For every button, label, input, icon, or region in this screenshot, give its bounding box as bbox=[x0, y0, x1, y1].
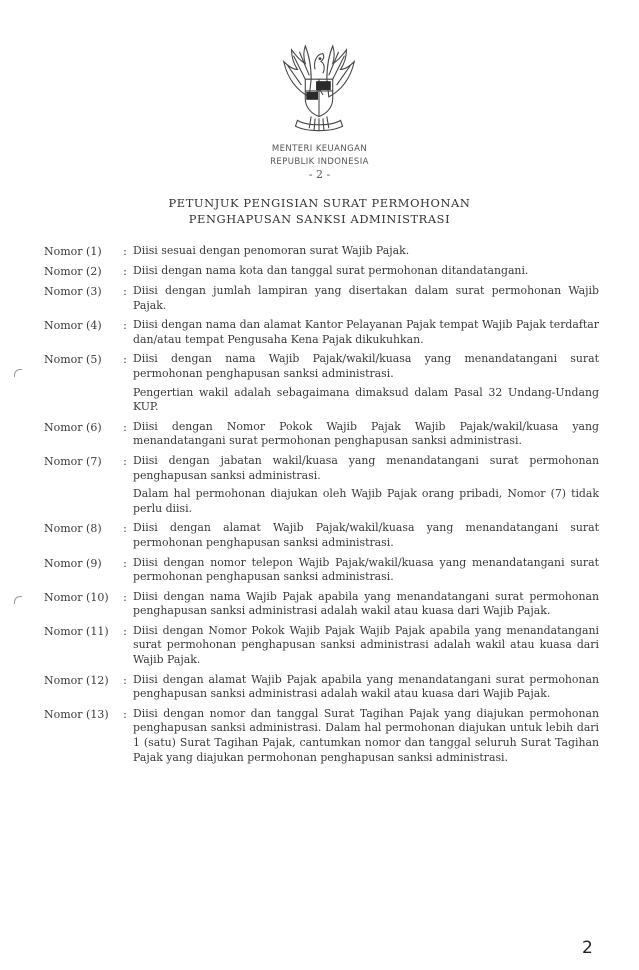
instruction-label: Nomor (9) bbox=[44, 556, 102, 570]
instruction-text: Diisi dengan nama kota dan tanggal surat permohonan ditandatangani. bbox=[133, 264, 529, 277]
instruction-row: Nomor (13) : Diisi dengan nomor dan tanggal Surat Tagihan Pajak yang diajukan permohonan penghapusan sanksi administrasi. Dalam hal permohonan diajukan untuk lebih dari 1 (satu) Surat Tagihan Pajak, cantumkan nomor dan tanggal seluruh Surat Tagihan Pajak yang diajukan permohonan penghapusan sanksi administrasi. bbox=[44, 706, 599, 764]
instruction-label: Nomor (5) bbox=[44, 353, 102, 367]
instruction-text: Diisi dengan alamat Wajib Pajak apabila yang menandatangani surat permohonan penghapusan sanksi administrasi adalah wakil atau kuasa dari Wajib Pajak. bbox=[133, 672, 599, 701]
instruction-text: Diisi dengan nomor dan tanggal Surat Tagihan Pajak yang diajukan permohonan penghapusan sanksi administrasi. Dalam hal permohonan diajukan untuk lebih dari 1 (satu) Surat Tagihan Pajak, cantumkan nomor dan tanggal seluruh Surat Tagihan Pajak yang diajukan permohonan penghapusan sanksi administrasi. bbox=[133, 706, 599, 764]
instruction-label: Nomor (4) bbox=[44, 319, 102, 333]
garuda-emblem-icon bbox=[270, 40, 368, 138]
instruction-row: Nomor (8) : Diisi dengan alamat Wajib Pajak/wakil/kuasa yang menandatangani surat permohonan penghapusan sanksi administrasi. bbox=[44, 521, 599, 549]
ministry-name: MENTERI KEUANGAN bbox=[271, 144, 368, 154]
instruction-label: Nomor (11) bbox=[44, 624, 109, 638]
instruction-row: Nomor (7) : Diisi dengan jabatan wakil/kuasa yang menandatangani surat permohonan penghapusan sanksi administrasi. Dalam hal permohonan diajukan oleh Wajib Pajak orang pribadi, Nomor (7) tidak perlu diisi. bbox=[44, 453, 599, 515]
handwritten-mark: 2 bbox=[582, 938, 593, 958]
page-number: - 2 - bbox=[308, 168, 331, 181]
instruction-row: Nomor (10) : Diisi dengan nama Wajib Pajak apabila yang menandatangani surat permohonan penghapusan sanksi administrasi adalah wakil atau kuasa dari Wajib Pajak. bbox=[44, 589, 599, 618]
instruction-label: Nomor (2) bbox=[44, 265, 102, 278]
country-name: REPUBLIK INDONESIA bbox=[270, 157, 369, 167]
instruction-row: Nomor (5) : Diisi dengan nama Wajib Pajak/wakil/kuasa yang menandatangani surat permohonan penghapusan sanksi administrasi. Pengertian wakil adalah sebagaimana dimaksud dalam Pasal 32 Undang-Undang KUP. bbox=[44, 352, 599, 414]
instruction-label: Nomor (3) bbox=[44, 285, 102, 298]
instruction-label: Nomor (13) bbox=[44, 707, 109, 721]
instruction-label: Nomor (12) bbox=[44, 673, 109, 687]
instruction-label: Nomor (8) bbox=[44, 522, 102, 536]
instruction-row: Nomor (6) : Diisi dengan Nomor Pokok Wajib Pajak Wajib Pajak/wakil/kuasa yang menandatangani surat permohonan penghapusan sanksi administrasi. bbox=[44, 419, 599, 448]
instruction-text: Diisi dengan nama Wajib Pajak apabila yang menandatangani surat permohonan penghapusan sanksi administrasi adalah wakil atau kuasa dari Wajib Pajak. bbox=[133, 589, 599, 618]
instruction-text: Diisi dengan nomor telepon Wajib Pajak/wakil/kuasa yang menandatangani surat permohonan penghapusan sanksi administrasi. bbox=[133, 555, 599, 584]
instruction-list bbox=[44, 244, 599, 765]
instruction-row: Nomor (11) : Diisi dengan Nomor Pokok Wajib Pajak Wajib Pajak apabila yang menandatangani surat permohonan penghapusan sanksi administrasi adalah wakil atau kuasa dari Wajib Pajak. bbox=[44, 623, 599, 667]
instruction-text: Diisi sesuai dengan penomoran surat Wajib Pajak. bbox=[133, 244, 410, 257]
instruction-label: Nomor (6) bbox=[44, 420, 102, 434]
instruction-row: Nomor (3) : Diisi dengan jumlah lampiran yang disertakan dalam surat permohonan Wajib Pajak. bbox=[44, 284, 599, 312]
scan-mark bbox=[14, 596, 22, 604]
instruction-label: Nomor (1) bbox=[44, 245, 102, 258]
instruction-text: Diisi dengan Nomor Pokok Wajib Pajak Wajib Pajak apabila yang menandatangani surat permohonan penghapusan sanksi administrasi adalah wakil atau kuasa dari Wajib Pajak. bbox=[133, 623, 599, 667]
instruction-text: Diisi dengan nama dan alamat Kantor Pelayanan Pajak tempat Wajib Pajak terdaftar dan/atau tempat Pengusaha Kena Pajak dikukuhkan. bbox=[133, 318, 599, 346]
instruction-text: Diisi dengan jumlah lampiran yang disertakan dalam surat permohonan Wajib Pajak. bbox=[133, 284, 599, 312]
instruction-label: Nomor (7) bbox=[44, 454, 102, 468]
instruction-text: Diisi dengan nama Wajib Pajak/wakil/kuasa yang menandatangani surat permohonan penghapusan sanksi administrasi. Pengertian wakil adalah sebagaimana dimaksud dalam Pasal 32 Undang-Undang KUP. bbox=[133, 352, 599, 414]
scan-mark bbox=[14, 369, 22, 377]
instruction-row: Nomor (2) : Diisi dengan nama kota dan tanggal surat permohonan ditandatangani. bbox=[44, 264, 599, 279]
instruction-row: Nomor (1) : Diisi sesuai dengan penomoran surat Wajib Pajak. bbox=[44, 244, 599, 259]
instruction-label: Nomor (10) bbox=[44, 590, 109, 604]
instruction-row: Nomor (12) : Diisi dengan alamat Wajib Pajak apabila yang menandatangani surat permohonan penghapusan sanksi administrasi adalah wakil atau kuasa dari Wajib Pajak. bbox=[44, 672, 599, 701]
instruction-row: Nomor (9) : Diisi dengan nomor telepon Wajib Pajak/wakil/kuasa yang menandatangani surat permohonan penghapusan sanksi administrasi. bbox=[44, 555, 599, 584]
instruction-text: Diisi dengan Nomor Pokok Wajib Pajak Wajib Pajak/wakil/kuasa yang menandatangani surat permohonan penghapusan sanksi administrasi. bbox=[133, 419, 599, 448]
document-title-line2: PENGHAPUSAN SANKSI ADMINISTRASI bbox=[188, 212, 451, 226]
document-title-line1: PETUNJUK PENGISIAN SURAT PERMOHONAN bbox=[168, 196, 471, 210]
instruction-text: Diisi dengan alamat Wajib Pajak/wakil/kuasa yang menandatangani surat permohonan penghapusan sanksi administrasi. bbox=[133, 521, 599, 549]
instruction-row: Nomor (4) : Diisi dengan nama dan alamat Kantor Pelayanan Pajak tempat Wajib Pajak terdaftar dan/atau tempat Pengusaha Kena Pajak dikukuhkan. bbox=[44, 318, 599, 346]
instruction-text: Diisi dengan jabatan wakil/kuasa yang menandatangani surat permohonan penghapusan sanksi administrasi. Dalam hal permohonan diajukan oleh Wajib Pajak orang pribadi, Nomor (7) tidak perlu diisi. bbox=[133, 453, 599, 515]
